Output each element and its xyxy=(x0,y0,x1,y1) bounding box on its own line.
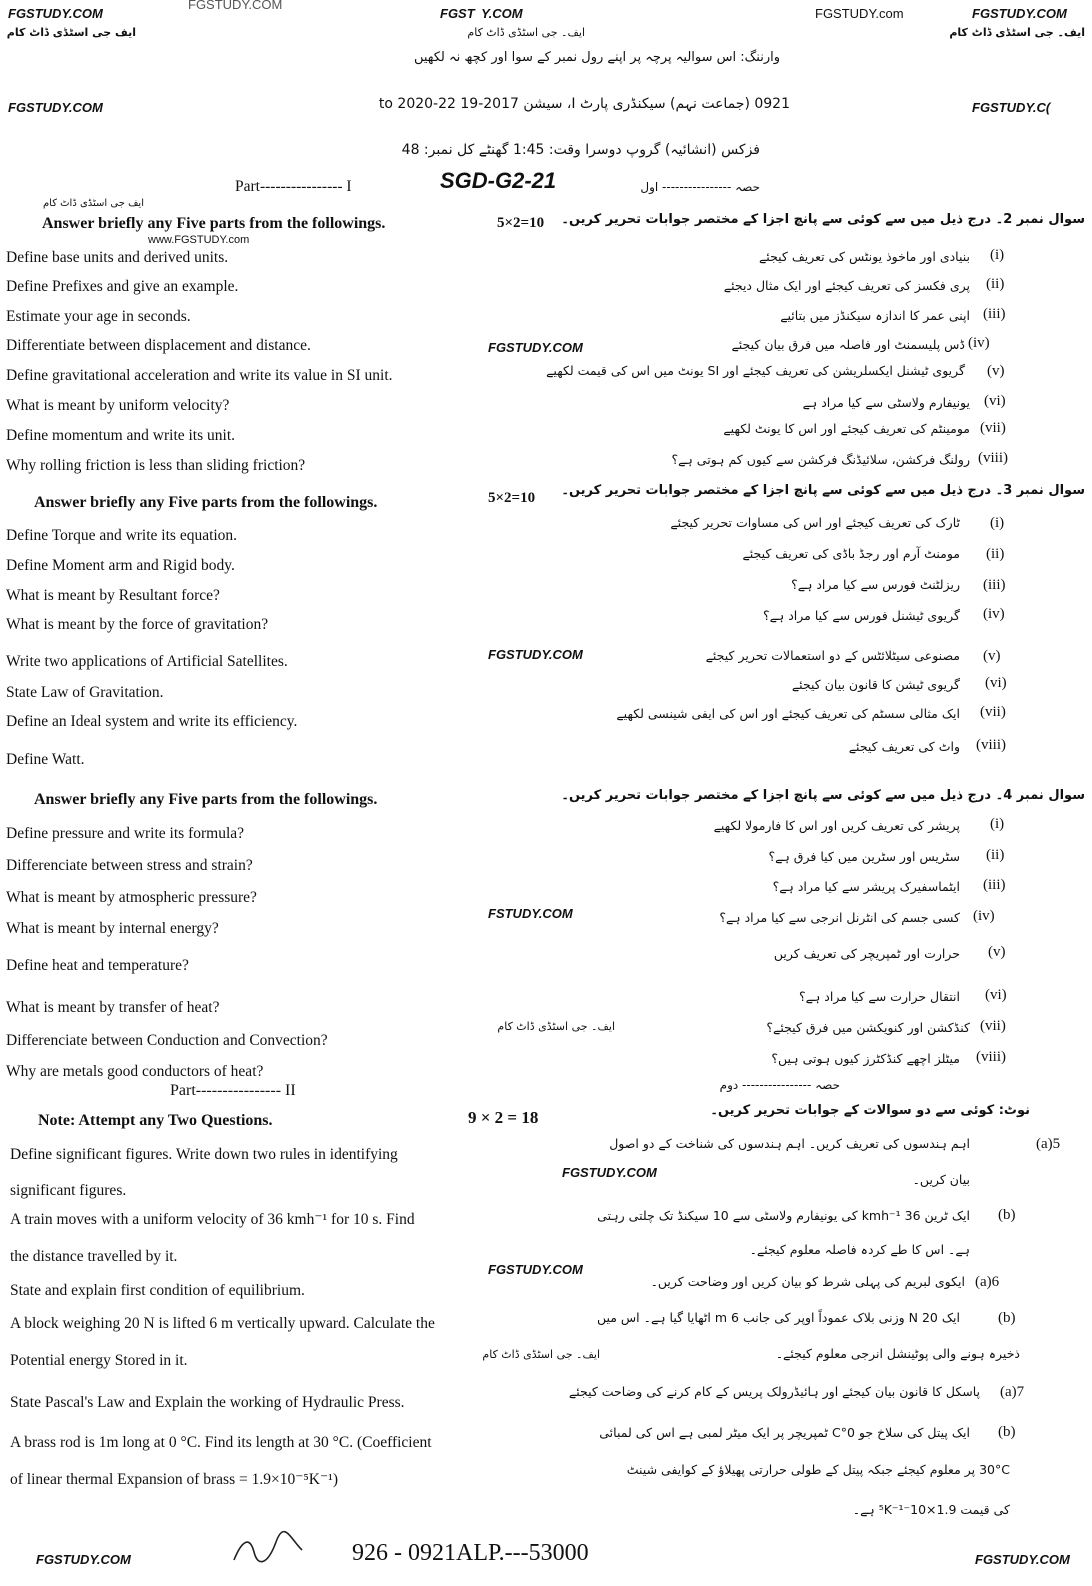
q5a-urdu-1: اہم ہندسوں کی تعریف کریں۔ اہم ہندسوں کی شناخت کے دو اصول xyxy=(609,1136,970,1151)
part-2-label: Part---------------- II xyxy=(170,1082,296,1099)
q2-item-3-num: (iii) xyxy=(983,306,1006,322)
q2-item-2-num: (ii) xyxy=(986,276,1005,292)
q4-item-1-num: (i) xyxy=(990,816,1005,832)
q6a-en: State and explain first condition of equilibrium. xyxy=(10,1282,305,1299)
subject-line: فزکس (انشائیہ) گروپ دوسرا وقت: 1:45 گھنٹے کل نمبر: 48 xyxy=(401,142,760,158)
q5a-en-2: significant figures. xyxy=(10,1182,127,1199)
q3-item-2-num: (ii) xyxy=(986,546,1005,562)
q2-item-7: Define momentum and write its unit. xyxy=(6,427,236,444)
q4-item-7-num: (vii) xyxy=(980,1018,1006,1034)
watermark-top-center: FGST Y.COM xyxy=(440,6,523,21)
q7b-en-1: A brass rod is 1m long at 0 °C. Find its length at 30 °C. (Coefficient xyxy=(10,1434,432,1451)
q3-item-8-num: (viii) xyxy=(976,737,1006,753)
q4-item-6-urdu: انتقال حرارت سے کیا مراد ہے؟ xyxy=(799,989,960,1004)
q2-item-1-urdu: بنیادی اور ماخوذ یونٹس کی تعریف کیجئے xyxy=(758,249,970,264)
q3-item-7-num: (vii) xyxy=(980,704,1006,720)
q6a-num: (a)6 xyxy=(975,1274,1000,1290)
q2-item-5-urdu: گریوی ٹیشنل ایکسلریشن کی تعریف کیجئے اور SI یونٹ میں اس کی قیمت لکھیے xyxy=(546,363,965,378)
q7a-urdu: پاسکل کا قانون بیان کیجئے اور ہائیڈرولک پریس کے کام کرنے کی وضاحت کیجئے xyxy=(568,1384,980,1399)
q2-item-1-num: (i) xyxy=(990,247,1005,263)
watermark-top-right-small: FGSTUDY.com xyxy=(815,6,904,21)
q4-item-5: Define heat and temperature? xyxy=(6,957,189,974)
q4-item-3: What is meant by atmospheric pressure? xyxy=(6,889,257,906)
q4-item-1-urdu: پریشر کی تعریف کریں اور اس کا فارمولا لکھیے xyxy=(713,818,960,833)
part-2-urdu: حصہ ---------------- دوم xyxy=(719,1078,840,1092)
watermark-mid-2: FGSTUDY.COM xyxy=(488,647,583,662)
q3-item-4: What is meant by the force of gravitation? xyxy=(6,616,269,633)
q7b-en-2: of linear thermal Expansion of brass = 1.9×10⁻⁵K⁻¹) xyxy=(10,1471,338,1488)
q2-item-6-urdu: یونیفارم ولاسٹی سے کیا مراد ہے xyxy=(802,395,970,410)
q3-item-2-urdu: مومنٹ آرم اور رجڈ باڈی کی تعریف کیجئے xyxy=(742,546,960,561)
q3-item-7-urdu: ایک مثالی سسٹم کی تعریف کیجئے اور اس کی ایفی شینسی لکھیے xyxy=(616,706,960,721)
q2-item-5: Define gravitational acceleration and write its value in SI unit. xyxy=(6,367,393,384)
q4-item-3-num: (iii) xyxy=(983,877,1006,893)
q6b-urdu-2: ذخیرہ ہونے والی پوٹینشل انرجی معلوم کیجئے۔ xyxy=(775,1346,1020,1361)
q3-item-7: Define an Ideal system and write its efficiency. xyxy=(6,713,298,730)
q5a-urdu-2: بیان کریں۔ xyxy=(912,1172,970,1187)
q4-item-4-urdu: کسی جسم کی انٹرنل انرجی سے کیا مراد ہے؟ xyxy=(719,910,960,925)
q4-item-8-num: (viii) xyxy=(976,1049,1006,1065)
watermark-mid-1: FGSTUDY.COM xyxy=(488,340,583,355)
q3-item-3: What is meant by Resultant force? xyxy=(6,587,220,604)
q5b-en-1: A train moves with a uniform velocity of 36 kmh⁻¹ for 10 s. Find xyxy=(10,1211,415,1228)
q3-item-3-urdu: ریزلٹنٹ فورس سے کیا مراد ہے؟ xyxy=(791,577,960,592)
part-1-label: Part---------------- I xyxy=(235,178,352,195)
q2-item-1: Define base units and derived units. xyxy=(6,249,229,266)
watermark-top-left: FGSTUDY.COM xyxy=(8,6,103,21)
watermark-small-1: www.FGSTUDY.com xyxy=(148,234,250,246)
q3-item-6-num: (vi) xyxy=(985,675,1007,691)
part-2-note-urdu: نوٹ: کوئی سے دو سوالات کے جوابات تحریر کریں۔ xyxy=(710,1103,1030,1118)
q4-item-4-num: (iv) xyxy=(973,908,995,924)
watermark-left-2: FGSTUDY.COM xyxy=(8,100,103,115)
q2-item-8-num: (viii) xyxy=(978,450,1008,466)
q5a-en-1: Define significant figures. Write down two rules in identifying xyxy=(10,1146,398,1163)
q4-item-5-urdu: حرارت اور ٹمپریچر کی تعریف کریں xyxy=(773,946,960,961)
q4-item-8-urdu: میٹلز اچھے کنڈکٹرز کیوں ہوتی ہیں؟ xyxy=(771,1051,960,1066)
q4-item-1: Define pressure and write its formula? xyxy=(6,825,245,842)
q3-item-8: Define Watt. xyxy=(6,751,85,768)
q2-item-4: Differentiate between displacement and distance. xyxy=(6,337,311,354)
watermark-urdu-tc: ایف۔ جی اسٹڈی ڈاٹ کام xyxy=(467,26,585,39)
q2-item-8: Why rolling friction is less than sliding friction? xyxy=(6,457,306,474)
q2-marks: 5×2=10 xyxy=(497,215,545,231)
q3-item-8-urdu: واٹ کی تعریف کیجئے xyxy=(848,739,960,754)
part-1-urdu: حصہ ---------------- اول xyxy=(640,180,760,194)
q3-item-6-urdu: گریوی ٹیشن کا قانون بیان کیجئے xyxy=(791,677,960,692)
q2-item-8-urdu: رولنگ فرکشن، سلائیڈنگ فرکشن سے کیوں کم ہوتی ہے؟ xyxy=(671,452,970,467)
q3-item-5-urdu: مصنوعی سیٹلائٹس کے دو استعمالات تحریر کیجئے xyxy=(705,648,960,663)
q2-heading: Answer briefly any Five parts from the followings. xyxy=(42,215,386,232)
warning-line: وارننگ: اس سوالیہ پرچہ پر اپنے رول نمبر کے سوا اور کچھ نہ لکھیں xyxy=(413,50,780,65)
q2-item-6: What is meant by uniform velocity? xyxy=(6,397,230,414)
signature-scribble xyxy=(228,1528,308,1568)
q2-item-4-num: (iv) xyxy=(968,335,990,351)
q7b-urdu-3: کی قیمت 1.9×10⁻⁵K⁻¹ ہے۔ xyxy=(852,1502,1010,1517)
q2-item-7-num: (vii) xyxy=(980,420,1006,436)
q5b-en-2: the distance travelled by it. xyxy=(10,1248,178,1265)
exam-code: SGD-G2-21 xyxy=(440,168,557,193)
q5a-num: (a)5 xyxy=(1036,1136,1061,1152)
q6b-num: (b) xyxy=(998,1310,1016,1326)
q6b-urdu-1: ایک 20 N وزنی بلاک عموداً اوپر کی جانب 6 m اٹھایا گیا ہے۔ اس میں xyxy=(596,1310,960,1325)
q5b-num: (b) xyxy=(998,1207,1016,1223)
q3-item-1: Define Torque and write its equation. xyxy=(6,527,238,544)
q3-item-1-num: (i) xyxy=(990,515,1005,531)
q2-urdu-heading: سوال نمبر 2۔ درج ذیل میں سے کوئی سے پانچ اجزا کے مختصر جوابات تحریر کریں۔ xyxy=(561,212,1085,227)
q3-item-3-num: (iii) xyxy=(983,577,1006,593)
q5b-urdu-1: ایک ٹرین 36 kmh⁻¹ کی یونیفارم ولاسٹی سے 10 سیکنڈ تک چلتی رہتی xyxy=(597,1208,970,1223)
q2-item-3-urdu: اپنی عمر کا اندازہ سیکنڈز میں بتائیے xyxy=(780,308,970,323)
q4-item-2-num: (ii) xyxy=(986,847,1005,863)
q3-item-4-num: (iv) xyxy=(983,606,1005,622)
q6b-en-1: A block weighing 20 N is lifted 6 m vertically upward. Calculate the xyxy=(10,1315,435,1332)
watermark-urdu-m3: ایف۔ جی اسٹڈی ڈاٹ کام xyxy=(482,1348,600,1361)
q4-item-6-num: (vi) xyxy=(985,987,1007,1003)
watermark-urdu-tr: ایف۔ جی اسٹڈی ڈاٹ کام xyxy=(949,26,1085,39)
q5b-urdu-2: ہے۔ اس کا طے کردہ فاصلہ معلوم کیجئے۔ xyxy=(749,1242,970,1257)
watermark-top-right: FGSTUDY.COM xyxy=(972,6,1067,21)
q4-item-2-urdu: سٹریس اور سٹرین میں کیا فرق ہے؟ xyxy=(768,849,960,864)
q2-item-5-num: (v) xyxy=(987,363,1005,379)
q4-item-6: What is meant by transfer of heat? xyxy=(6,999,220,1016)
watermark-urdu-m1: ایف جی اسٹڈی ڈاٹ کام xyxy=(42,198,144,209)
q6b-en-2: Potential energy Stored in it. xyxy=(10,1352,188,1369)
watermark-bottom-right: FGSTUDY.COM xyxy=(975,1552,1070,1567)
watermark-top-small: FGSTUDY.COM xyxy=(188,0,283,12)
q2-item-7-urdu: مومینٹم کی تعریف کیجئے اور اس کا یونٹ لکھیے xyxy=(723,421,970,436)
q4-urdu-heading: سوال نمبر 4۔ درج ذیل میں سے کوئی سے پانچ اجزا کے مختصر جوابات تحریر کریں۔ xyxy=(561,788,1085,803)
watermark-mid-3: FSTUDY.COM xyxy=(488,906,573,921)
q7a-en: State Pascal's Law and Explain the working of Hydraulic Press. xyxy=(10,1394,405,1411)
q3-item-6: State Law of Gravitation. xyxy=(6,684,164,701)
q2-item-4-urdu: ڈس پلیسمنٹ اور فاصلہ میں فرق بیان کیجئے xyxy=(731,337,965,352)
q3-item-5: Write two applications of Artificial Satellites. xyxy=(6,653,288,670)
q2-item-3: Estimate your age in seconds. xyxy=(6,308,191,325)
q4-heading: Answer briefly any Five parts from the followings. xyxy=(34,791,378,808)
q2-item-2: Define Prefixes and give an example. xyxy=(6,278,239,295)
watermark-urdu-m2: ایف۔ جی اسٹڈی ڈاٹ کام xyxy=(497,1020,615,1033)
q4-item-5-num: (v) xyxy=(988,944,1006,960)
q7b-urdu-1: ایک پیتل کی سلاخ جو 0°C ٹمپریچر پر ایک میٹر لمبی ہے اس کی لمبائی xyxy=(599,1425,970,1440)
session-line: 0921 (جماعت نہم) سیکنڈری پارٹ I، سیشن 2017-19 to 2020-22 xyxy=(378,96,790,112)
q7b-num: (b) xyxy=(998,1424,1016,1440)
q4-item-8: Why are metals good conductors of heat? xyxy=(6,1063,264,1080)
q3-urdu-heading: سوال نمبر 3۔ درج ذیل میں سے کوئی سے پانچ اجزا کے مختصر جوابات تحریر کریں۔ xyxy=(561,483,1085,498)
watermark-mid-4: FGSTUDY.COM xyxy=(562,1165,657,1180)
watermark-urdu-tl: ایف جی اسٹڈی ڈاٹ کام xyxy=(6,26,136,39)
q4-item-7: Differenciate between Conduction and Convection? xyxy=(6,1032,328,1049)
q7a-num: (a)7 xyxy=(1000,1384,1025,1400)
watermark-mid-5: FGSTUDY.COM xyxy=(488,1262,583,1277)
q4-item-2: Differenciate between stress and strain? xyxy=(6,857,253,874)
watermark-right-2: FGSTUDY.C( xyxy=(972,100,1051,115)
part-2-marks: 9 × 2 = 18 xyxy=(468,1108,539,1127)
watermark-bottom-left: FGSTUDY.COM xyxy=(36,1552,131,1567)
q4-item-4: What is meant by internal energy? xyxy=(6,920,219,937)
q4-item-3-urdu: ایٹماسفیرک پریشر سے کیا مراد ہے؟ xyxy=(772,879,960,894)
q3-heading: Answer briefly any Five parts from the followings. xyxy=(34,494,378,511)
q3-item-5-num: (v) xyxy=(983,648,1001,664)
q4-item-7-urdu: کنڈکشن اور کنویکشن میں فرق کیجئے؟ xyxy=(766,1020,970,1035)
q2-item-2-urdu: پری فکسز کی تعریف کیجئے اور ایک مثال دیجئے xyxy=(723,278,970,293)
q7b-urdu-2: 30°C پر معلوم کیجئے جبکہ پیتل کے طولی حرارتی پھیلاؤ کے کوایفی شینٹ xyxy=(626,1462,1010,1477)
q3-marks: 5×2=10 xyxy=(488,490,536,506)
q6a-urdu: ایکوی لبریم کی پہلی شرط کو بیان کریں اور وضاحت کریں۔ xyxy=(650,1274,965,1289)
q3-item-2: Define Moment arm and Rigid body. xyxy=(6,557,235,574)
q2-item-6-num: (vi) xyxy=(984,393,1006,409)
q3-item-4-urdu: گریوی ٹیشنل فورس سے کیا مراد ہے؟ xyxy=(762,608,960,623)
q3-item-1-urdu: ٹارک کی تعریف کیجئے اور اس کی مساوات تحریر کیجئے xyxy=(670,515,960,530)
part-2-note: Note: Attempt any Two Questions. xyxy=(38,1112,273,1129)
footer-code: 926 - 0921ALP.---53000 xyxy=(352,1540,589,1566)
